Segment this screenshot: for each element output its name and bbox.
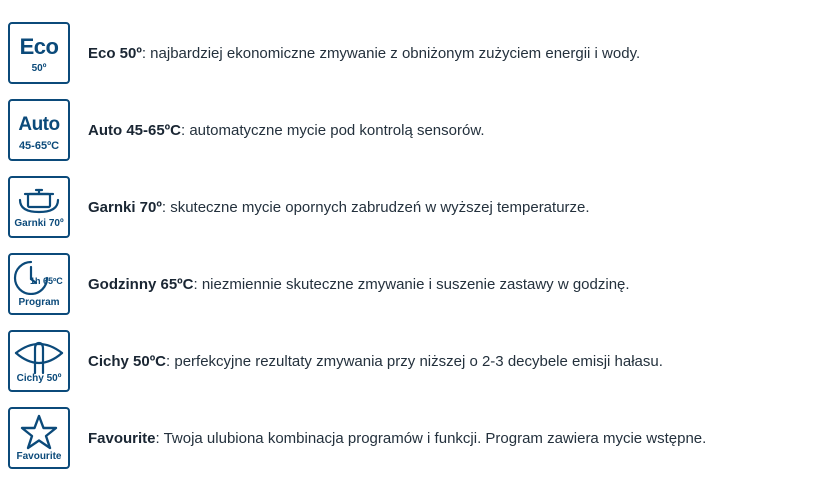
program-text: : perfekcyjne rezultaty zmywania przy niższej o 2-3 decybele emisji hałasu.: [166, 352, 663, 370]
program-description: [88, 122, 485, 139]
quiet-graphic: [13, 337, 65, 375]
program-row-eco: [8, 19, 828, 87]
program-description: [88, 430, 706, 447]
star-graphic: [19, 414, 59, 450]
pot-icon: [8, 176, 70, 238]
program-text: : Twoja ulubiona kombinacja programów i funkcji. Program zawiera mycie wstępne.: [155, 429, 707, 447]
auto-icon-temp: 45-65ºC: [18, 139, 60, 152]
auto-program-icon: [8, 99, 70, 161]
program-text: : automatyczne mycie pod kontrolą sensorów.: [181, 121, 485, 139]
program-description: [88, 199, 590, 216]
eco-icon-temp: 50º: [31, 63, 47, 74]
eco-icon-label: Eco: [19, 34, 59, 59]
quiet-icon-label: Cichy 50º: [16, 373, 62, 384]
clock-icon: [8, 253, 70, 315]
clock-inner-label: 1h 65ºC: [30, 276, 63, 286]
program-row-quiet: [8, 327, 828, 395]
program-title: Cichy 50ºC: [88, 352, 167, 370]
pot-icon-label: Garnki 70º: [14, 218, 64, 229]
program-description: [88, 45, 640, 62]
clock-icon-label: Program: [18, 297, 60, 308]
auto-icon-label: Auto: [18, 113, 60, 135]
program-text: : najbardziej ekonomiczne zmywanie z obniżonym zużyciem energii i wody.: [141, 44, 641, 62]
program-title: Eco 50º: [88, 44, 142, 62]
star-icon-label: Favourite: [16, 450, 62, 462]
star-icon: [8, 407, 70, 469]
program-title: Garnki 70º: [88, 198, 162, 216]
program-row-hourly: [8, 250, 828, 318]
eco-program-icon: [8, 22, 70, 84]
program-row-pots: [8, 173, 828, 241]
program-text: : niezmiennie skuteczne zmywanie i suszenie zastawy w godzinę.: [193, 275, 630, 293]
program-title: Auto 45-65ºC: [88, 121, 181, 139]
program-description: [88, 353, 663, 370]
pot-graphic: [15, 184, 63, 218]
program-title: Favourite: [88, 429, 156, 447]
clock-graphic: [12, 259, 66, 295]
program-description: [88, 276, 630, 293]
program-text: : skuteczne mycie opornych zabrudzeń w wyższej temperaturze.: [161, 198, 590, 216]
program-row-auto: [8, 96, 828, 164]
quiet-finger-icon: [8, 330, 70, 392]
program-title: Godzinny 65ºC: [88, 275, 194, 293]
program-row-favourite: [8, 404, 828, 472]
